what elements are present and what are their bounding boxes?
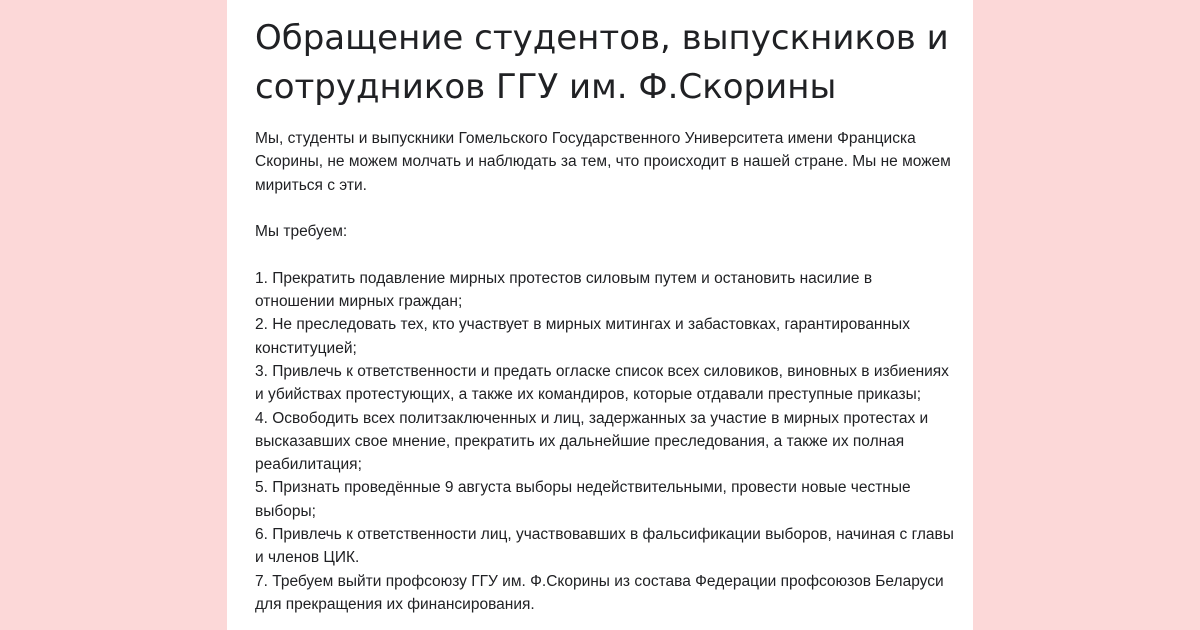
form-description: Мы, студенты и выпускники Гомельского Государственного Университета имени Франциска Скорины, не можем молчать и наблюдать за тем, что происходит в нашей стране. Мы не можем мириться с эти. Мы требуем: 1. Прекратить подавление мирных протестов силовым путем и остановить насилие в отношении мирных граждан; 2. Не преследовать тех, кто участвует в мирных митингах и забастовках, гарантированных конституцией; 3. Привлечь к ответственности и предать огласке список всех силовиков, виновных в избиениях и убийствах протестующих, а также их командиров, которые отдавали преступные приказы; 4. Освободить всех политзаключенных и лиц, задержанных за участие в мирных протестах и высказавших свое мнение, прекратить их дальнейшие преследования, а также их полная реабилитация; 5. Признать проведённые 9 августа выборы недействительными, провести новые честные выборы; 6. Привлечь к ответственности лиц, участвовавших в фальсификации выборов, начиная с главы и членов ЦИК. 7. Требуем выйти профсоюзу ГГУ им. Ф.Скорины из состава Федерации профсоюзов Беларуси для прекращения их финансирования. [255, 130, 954, 613]
form-card [227, 0, 973, 630]
form-title: Обращение студентов, выпускников и сотрудников ГГУ им. Ф.Скорины [255, 18, 949, 107]
